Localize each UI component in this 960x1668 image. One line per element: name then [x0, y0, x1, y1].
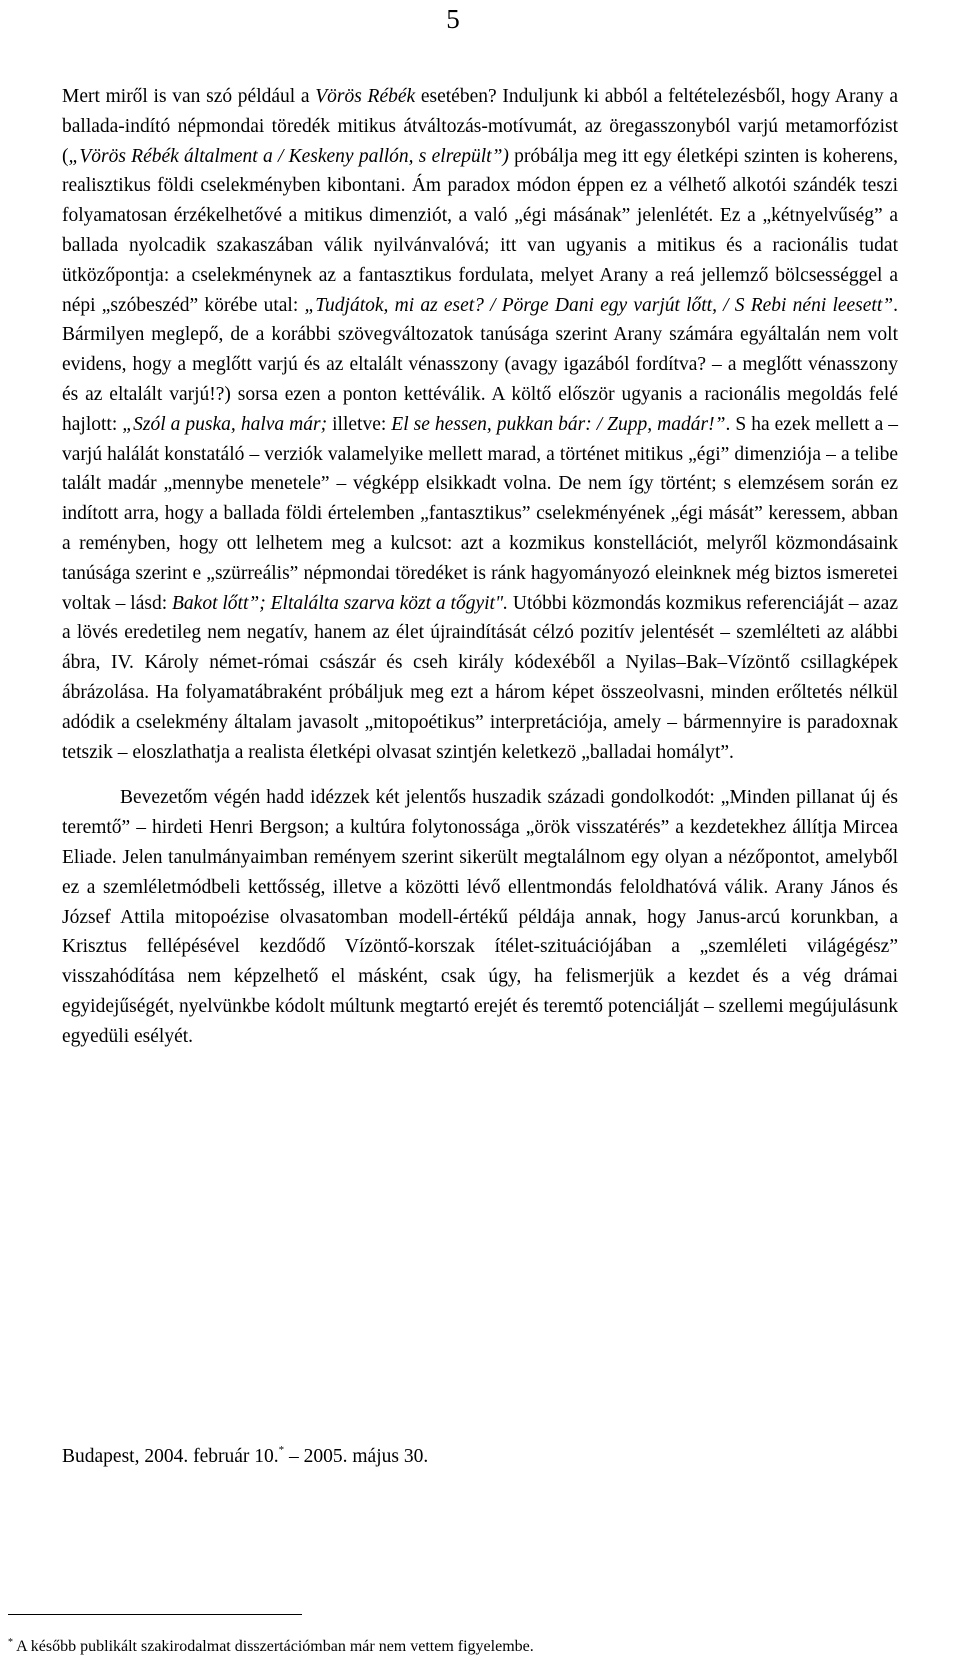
dateline	[62, 1442, 428, 1472]
footnote-text: A később publikált szakirodalmat disszertációmban már nem vettem figyelembe.	[13, 1638, 534, 1655]
text-run: . S ha ezek mellett a – varjú halálát konstatáló – verziók valamelyike mellett marad, a történet mitikus „égi” dimenziója – a telibe talált madár „mennybe menetele” – végképp elsikkadt volna. De nem így történt; s elemzésem során ez indított arra, hogy a ballada földi értelemben „fantasztikus” cselekményének „égi mását” keressem, abban a reményben, hogy ott lelhetem meg a kulcsot: azt a kozmikus konstellációt, melyről közmondásaink tanúsága szerint e „szürreális” népmondai töredéket is ránk hagyományozó eleinknek még biztos ismeretei voltak – lásd:	[62, 413, 898, 614]
text-run: Utóbbi közmondás kozmikus referenciáját – azaz a lövés eredetileg nem negatív, hanem az élet újraindítását célzó pozitív jelentését – szemlélteti az alábbi ábra, IV. Károly német-római császár és cseh király kódexéből a Nyilas–Bak–Vízöntő csillagképek ábrázolása. Ha folyamatábraként próbáljuk meg ezt a három képet összeolvasni, minden erőltetés nélkül adódik a cselekmény általam javasolt „mitopoétikus” interpretációja, amely – bármennyire is paradoxnak tetszik – eloszlathatja a realista életképi olvasat szintjén keletkezö „balladai homályt”.	[62, 592, 898, 763]
text-run: . Bármilyen meglepő, de a korábbi szövegváltozatok tanúsága szerint Arany számára egyáltalán nem volt evidens, hogy a meglőtt varjú és az eltalált vénasszony (avagy igazából fordítva? – a meglőtt vénasszony és az eltalált varjú!?) sorsa ezen a ponton kettéválik. A költő először ugyanis a racionális megoldás felé hajlott:	[62, 294, 898, 435]
paragraph-1	[62, 82, 898, 767]
italic-quote: „Szól a puska, halva már;	[122, 413, 328, 435]
dateline-end: – 2005. május 30.	[284, 1446, 429, 1467]
footnote-separator	[8, 1614, 302, 1615]
body-text	[62, 82, 898, 1052]
dateline-start: Budapest, 2004. február 10.	[62, 1446, 279, 1467]
italic-quote: Bakot lőtt”; Eltalálta szarva közt a tőgyit".	[172, 592, 509, 614]
footnote-marker: *	[8, 1637, 13, 1648]
text-run: esetében? Induljunk ki abból a feltételezésből, hogy Arany a ballada-indító népmondai töredék mitikus átváltozás-motívumát, az öregasszonyból varjú metamorfózist (	[62, 86, 899, 167]
paragraph-2	[62, 783, 898, 1051]
italic-quote: „Vörös Rébék általment a / Keskeny pallón, s elrepült”)	[68, 145, 509, 167]
text-run: próbálja meg itt egy életképi szinten is koherens, realisztikus földi cselekményben kibontani. Ám paradox módon éppen ez a vélhető alkotói szándék teszi folyamatosan érzékelhetővé a mitikus dimenziót, a való „égi másának” jelenlétét. Ez a „kétnyelvűség” a ballada nyolcadik szakaszában válik nyilvánvalóvá; itt van ugyanis a mitikus és a racionális tudat ütközőpontja: a cselekménynek az a fantasztikus fordulata, melyet Arany a reá jellemző bölcsességgel a népi „szóbeszéd” körébe utal:	[62, 145, 898, 316]
text-run: Mert miről is van szó például a	[62, 86, 316, 107]
footnote	[8, 1636, 534, 1658]
dateline-footnote-marker[interactable]: *	[278, 1444, 285, 1456]
page-number: 5	[446, 4, 460, 34]
text-run: Bevezetőm végén hadd idézzek két jelentős huszadik századi gondolkodót: „Minden pillanat új és teremtő” – hirdeti Henri Bergson; a kultúra folytonossága „örök visszatérés” a kezdetekhez állítja Mircea Eliade. Jelen tanulmányaimban reményem szerint sikerült megtalálnom egy olyan a nézőpontot, amelyből ez a szemléletmódbeli kettősség, illetve a közötti lévő ellentmondás feloldhatóvá válik. Arany János és József Attila mitopoézise olvasatomban modell-értékű példája annak, hogy Janus-arcú korunkban, a Krisztus fellépésével kezdődő Vízöntő-korszak ítélet-szituációjában a „szemléleti világégész” visszahódítása nem képzelhető el másként, csak úgy, ha felismerjük a kezdet és a vég drámai egyidejűségét, nyelvünkbe kódolt múltunk megtartó erejét és teremtő potenciálját – szellemi megújulásunk egyedüli esélyét.	[62, 787, 898, 1047]
italic-quote: El se hessen, pukkan bár: / Zupp, madár!”	[391, 413, 726, 435]
text-run: illetve:	[327, 413, 392, 435]
italic-quote: „Tudjátok, mi az eset? / Pörge Dani egy varjút lőtt, / S Rebi néni leesett”	[304, 294, 894, 316]
italic-quote: Vörös Rébék	[315, 86, 416, 107]
